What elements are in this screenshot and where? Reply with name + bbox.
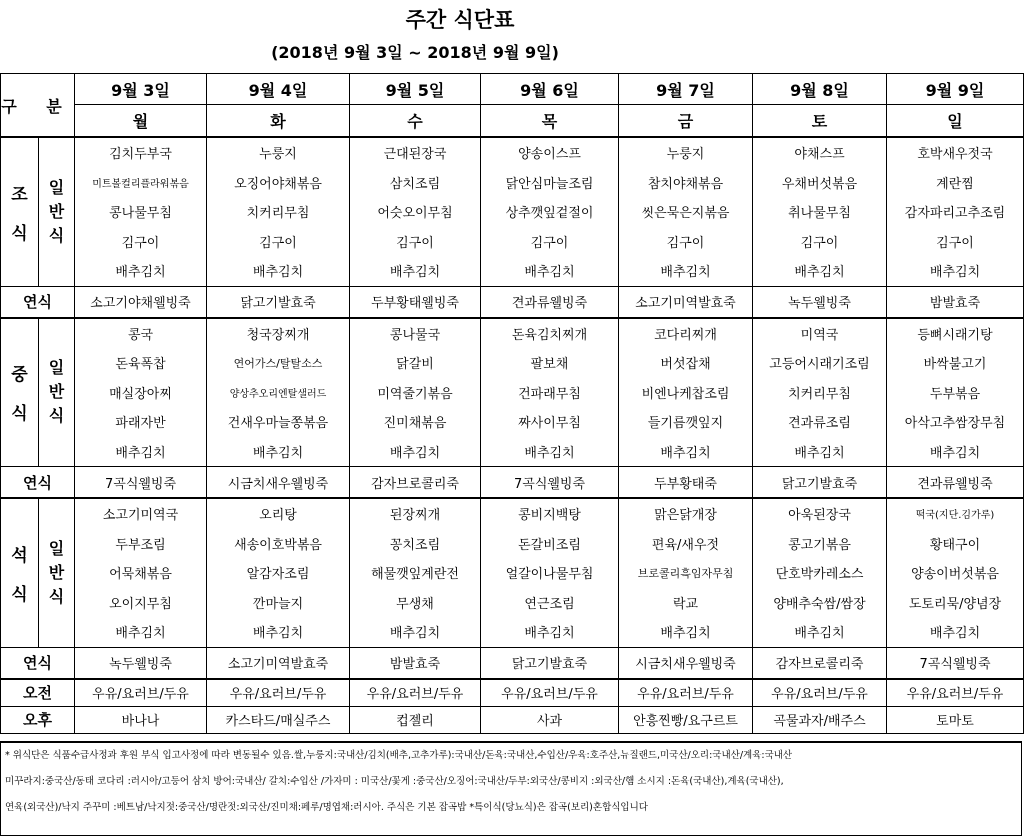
lunch-soft-item: 7곡식웰빙죽 bbox=[481, 467, 619, 499]
lunch-item: 두부볶음 bbox=[887, 378, 1024, 408]
breakfast-item: 누룽지 bbox=[619, 137, 753, 168]
pm-snack-item: 곡물과자/배주스 bbox=[753, 706, 887, 733]
breakfast-item: 배추김치 bbox=[481, 256, 619, 286]
page-title: 주간 식단표 bbox=[405, 8, 515, 32]
breakfast-soft-item: 소고기야채웰빙죽 bbox=[75, 286, 207, 318]
lunch-item: 바싹불고기 bbox=[887, 348, 1024, 378]
breakfast-label: 조 식 bbox=[1, 137, 39, 286]
breakfast-item: 양송이스프 bbox=[481, 137, 619, 168]
pm-snack-label: 오후 bbox=[1, 706, 75, 733]
dinner-item: 배추김치 bbox=[481, 617, 619, 647]
lunch-soft-item: 7곡식웰빙죽 bbox=[75, 467, 207, 499]
lunch-soft-item: 감자브로콜리죽 bbox=[350, 467, 481, 499]
breakfast-item: 배추김치 bbox=[207, 256, 350, 286]
pm-snack-item: 안흥찐빵/요구르트 bbox=[619, 706, 753, 733]
lunch-item: 콩나물국 bbox=[350, 318, 481, 349]
dinner-item: 콩비지백탕 bbox=[481, 498, 619, 529]
dinner-item: 배추김치 bbox=[753, 617, 887, 647]
lunch-label: 중 식 bbox=[1, 318, 39, 467]
breakfast-item: 취나물무침 bbox=[753, 197, 887, 227]
dinner-item: 편육/새우젓 bbox=[619, 529, 753, 559]
header-day: 목 bbox=[481, 105, 619, 138]
dinner-item: 해물깻잎계란전 bbox=[350, 558, 481, 588]
lunch-item: 짜사이무침 bbox=[481, 407, 619, 437]
lunch-item: 등뼈시래기탕 bbox=[887, 318, 1024, 349]
dinner-item: 맑은닭개장 bbox=[619, 498, 753, 529]
lunch-item: 아삭고추쌈장무침 bbox=[887, 407, 1024, 437]
header-date: 9월 7일 bbox=[619, 74, 753, 105]
dinner-item: 떡국(지단.김가루) bbox=[887, 498, 1024, 529]
lunch-item: 매실장아찌 bbox=[75, 378, 207, 408]
dinner-soft-item: 녹두웰빙죽 bbox=[75, 647, 207, 679]
dinner-item: 새송이호박볶음 bbox=[207, 529, 350, 559]
lunch-item: 돈육김치찌개 bbox=[481, 318, 619, 349]
header-date: 9월 6일 bbox=[481, 74, 619, 105]
lunch-item: 콩국 bbox=[75, 318, 207, 349]
dinner-item: 된장찌개 bbox=[350, 498, 481, 529]
dinner-item: 얼갈이나물무침 bbox=[481, 558, 619, 588]
lunch-item: 파래자반 bbox=[75, 407, 207, 437]
dinner-item: 깐마늘지 bbox=[207, 588, 350, 618]
breakfast-soft-item: 견과류웰빙죽 bbox=[481, 286, 619, 318]
breakfast-item: 배추김치 bbox=[887, 256, 1024, 286]
dinner-item: 콩고기볶음 bbox=[753, 529, 887, 559]
breakfast-item: 미트볼컬리플라워볶음 bbox=[75, 168, 207, 198]
lunch-item: 배추김치 bbox=[753, 437, 887, 467]
lunch-item: 비엔나케찹조림 bbox=[619, 378, 753, 408]
lunch-soft-item: 시금치새우웰빙죽 bbox=[207, 467, 350, 499]
dinner-item: 도토리묵/양념장 bbox=[887, 588, 1024, 618]
dinner-item: 꽁치조림 bbox=[350, 529, 481, 559]
dinner-soft-item: 소고기미역발효죽 bbox=[207, 647, 350, 679]
header-date: 9월 9일 bbox=[887, 74, 1024, 105]
lunch-soft-item: 두부황태죽 bbox=[619, 467, 753, 499]
header-date: 9월 8일 bbox=[753, 74, 887, 105]
breakfast-item: 배추김치 bbox=[753, 256, 887, 286]
pm-snack-item: 바나나 bbox=[75, 706, 207, 733]
breakfast-item: 치커리무침 bbox=[207, 197, 350, 227]
lunch-item: 미역줄기볶음 bbox=[350, 378, 481, 408]
breakfast-item: 어슷오이무침 bbox=[350, 197, 481, 227]
lunch-item: 배추김치 bbox=[75, 437, 207, 467]
breakfast-soft-item: 두부황태웰빙죽 bbox=[350, 286, 481, 318]
pm-snack-item: 사과 bbox=[481, 706, 619, 733]
lunch-item: 건파래무침 bbox=[481, 378, 619, 408]
lunch-item: 코다리찌개 bbox=[619, 318, 753, 349]
breakfast-item: 상추깻잎겉절이 bbox=[481, 197, 619, 227]
dinner-soft-item: 7곡식웰빙죽 bbox=[887, 647, 1024, 679]
lunch-soft-item: 닭고기발효죽 bbox=[753, 467, 887, 499]
dinner-item: 연근조림 bbox=[481, 588, 619, 618]
dinner-item: 황태구이 bbox=[887, 529, 1024, 559]
notes bbox=[0, 741, 1022, 836]
pm-snack-item: 토마토 bbox=[887, 706, 1024, 733]
am-snack-item: 우유/요러브/두유 bbox=[619, 679, 753, 707]
dinner-soft-item: 시금치새우웰빙죽 bbox=[619, 647, 753, 679]
breakfast-item: 김구이 bbox=[75, 227, 207, 257]
breakfast-item: 근대된장국 bbox=[350, 137, 481, 168]
breakfast-soft-item: 소고기미역발효죽 bbox=[619, 286, 753, 318]
menu-table bbox=[0, 73, 1024, 734]
am-snack-item: 우유/요러브/두유 bbox=[753, 679, 887, 707]
dinner-soft-item: 감자브로콜리죽 bbox=[753, 647, 887, 679]
dinner-item: 오리탕 bbox=[207, 498, 350, 529]
lunch-item: 배추김치 bbox=[207, 437, 350, 467]
header-day: 토 bbox=[753, 105, 887, 138]
lunch-item: 배추김치 bbox=[350, 437, 481, 467]
lunch-item: 배추김치 bbox=[619, 437, 753, 467]
header-day: 수 bbox=[350, 105, 481, 138]
soft-diet-label: 연식 bbox=[1, 467, 75, 499]
breakfast-item: 김구이 bbox=[207, 227, 350, 257]
lunch-item: 고등어시래기조림 bbox=[753, 348, 887, 378]
header-date: 9월 5일 bbox=[350, 74, 481, 105]
header-date: 9월 3일 bbox=[75, 74, 207, 105]
header-gubun: 구 분 bbox=[1, 74, 75, 138]
dinner-item: 락교 bbox=[619, 588, 753, 618]
lunch-item: 배추김치 bbox=[887, 437, 1024, 467]
dinner-item: 오이지무침 bbox=[75, 588, 207, 618]
am-snack-item: 우유/요러브/두유 bbox=[75, 679, 207, 707]
breakfast-item: 닭안심마늘조림 bbox=[481, 168, 619, 198]
dinner-label: 석 식 bbox=[1, 498, 39, 647]
dinner-item: 배추김치 bbox=[207, 617, 350, 647]
pm-snack-item: 카스타드/매실주스 bbox=[207, 706, 350, 733]
breakfast-item: 감자파리고추조림 bbox=[887, 197, 1024, 227]
am-snack-label: 오전 bbox=[1, 679, 75, 707]
breakfast-item: 콩나물무침 bbox=[75, 197, 207, 227]
general-diet-label: 일 반 식 bbox=[39, 137, 75, 286]
general-diet-label: 일 반 식 bbox=[39, 318, 75, 467]
breakfast-item: 참치야채볶음 bbox=[619, 168, 753, 198]
am-snack-item: 우유/요러브/두유 bbox=[887, 679, 1024, 707]
soft-diet-label: 연식 bbox=[1, 286, 75, 318]
header-date: 9월 4일 bbox=[207, 74, 350, 105]
note-line: 미꾸라지:중국산/동태 코다리 :러시아/고등어 삼치 방어:국내산/ 갈치:수입산 /가자미 : 미국산/꽃게 :중국산/오징어:국내산/두부:외국산/콩비지 :외국산/햄 소시지 :돈육(국내산),계육(국내산), bbox=[5, 776, 784, 787]
breakfast-item: 김구이 bbox=[619, 227, 753, 257]
note-line: * 위식단은 식품수급사정과 후원 부식 입고사정에 따라 변동될수 있음.쌀,누룽지:국내산/김치(배추,고추가루):국내산/돈육:국내산,수입산/우육:호주산,뉴질랜드,미국산/오리:국내산/계육:국내산 bbox=[5, 750, 793, 761]
am-snack-item: 우유/요러브/두유 bbox=[207, 679, 350, 707]
dinner-item: 돈갈비조림 bbox=[481, 529, 619, 559]
breakfast-item: 오징어야채볶음 bbox=[207, 168, 350, 198]
breakfast-item: 배추김치 bbox=[350, 256, 481, 286]
dinner-item: 알감자조림 bbox=[207, 558, 350, 588]
lunch-item: 돈육폭찹 bbox=[75, 348, 207, 378]
lunch-item: 미역국 bbox=[753, 318, 887, 349]
lunch-soft-item: 견과류웰빙죽 bbox=[887, 467, 1024, 499]
header-day: 화 bbox=[207, 105, 350, 138]
date-range: (2018년 9월 3일 ~ 2018년 9월 9일) bbox=[271, 43, 559, 62]
breakfast-item: 김구이 bbox=[887, 227, 1024, 257]
dinner-item: 배추김치 bbox=[887, 617, 1024, 647]
lunch-item: 버섯잡채 bbox=[619, 348, 753, 378]
dinner-item: 어묵채볶음 bbox=[75, 558, 207, 588]
lunch-item: 진미채볶음 bbox=[350, 407, 481, 437]
header-day: 월 bbox=[75, 105, 207, 138]
breakfast-item: 야채스프 bbox=[753, 137, 887, 168]
breakfast-item: 김구이 bbox=[753, 227, 887, 257]
breakfast-item: 삼치조림 bbox=[350, 168, 481, 198]
breakfast-item: 씻은묵은지볶음 bbox=[619, 197, 753, 227]
breakfast-item: 김구이 bbox=[481, 227, 619, 257]
breakfast-item: 김치두부국 bbox=[75, 137, 207, 168]
breakfast-soft-item: 밤발효죽 bbox=[887, 286, 1024, 318]
note-line: 연육(외국산)/낙지 주꾸미 :베트남/낙지젓:중국산/명란젓:외국산/진미채:페루/명엽채:러시아. 주식은 기본 잡곡밥 *특이식(당뇨식)은 잡곡(보리)혼합식입니다 bbox=[5, 802, 648, 813]
dinner-soft-item: 닭고기발효죽 bbox=[481, 647, 619, 679]
lunch-item: 연어가스/탈탈소스 bbox=[207, 348, 350, 378]
lunch-item: 배추김치 bbox=[481, 437, 619, 467]
dinner-soft-item: 밤발효죽 bbox=[350, 647, 481, 679]
lunch-item: 들기름깻잎지 bbox=[619, 407, 753, 437]
breakfast-item: 호박새우젓국 bbox=[887, 137, 1024, 168]
am-snack-item: 우유/요러브/두유 bbox=[481, 679, 619, 707]
dinner-item: 브로콜리흑임자무침 bbox=[619, 558, 753, 588]
dinner-item: 배추김치 bbox=[350, 617, 481, 647]
breakfast-item: 김구이 bbox=[350, 227, 481, 257]
breakfast-soft-item: 녹두웰빙죽 bbox=[753, 286, 887, 318]
header-day: 일 bbox=[887, 105, 1024, 138]
am-snack-item: 우유/요러브/두유 bbox=[350, 679, 481, 707]
lunch-item: 청국장찌개 bbox=[207, 318, 350, 349]
dinner-item: 양배추숙쌈/쌈장 bbox=[753, 588, 887, 618]
dinner-item: 배추김치 bbox=[619, 617, 753, 647]
dinner-item: 소고기미역국 bbox=[75, 498, 207, 529]
lunch-item: 양상추오리엔탈샐러드 bbox=[207, 378, 350, 408]
lunch-item: 팔보채 bbox=[481, 348, 619, 378]
breakfast-item: 계란찜 bbox=[887, 168, 1024, 198]
lunch-item: 치커리무침 bbox=[753, 378, 887, 408]
breakfast-item: 누룽지 bbox=[207, 137, 350, 168]
lunch-item: 건새우마늘쫑볶음 bbox=[207, 407, 350, 437]
breakfast-item: 배추김치 bbox=[75, 256, 207, 286]
pm-snack-item: 컵젤리 bbox=[350, 706, 481, 733]
breakfast-item: 배추김치 bbox=[619, 256, 753, 286]
dinner-item: 양송이버섯볶음 bbox=[887, 558, 1024, 588]
general-diet-label: 일 반 식 bbox=[39, 498, 75, 647]
breakfast-item: 우채버섯볶음 bbox=[753, 168, 887, 198]
dinner-item: 단호박카레소스 bbox=[753, 558, 887, 588]
dinner-item: 무생채 bbox=[350, 588, 481, 618]
soft-diet-label: 연식 bbox=[1, 647, 75, 679]
dinner-item: 아욱된장국 bbox=[753, 498, 887, 529]
dinner-item: 두부조림 bbox=[75, 529, 207, 559]
breakfast-soft-item: 닭고기발효죽 bbox=[207, 286, 350, 318]
header-day: 금 bbox=[619, 105, 753, 138]
lunch-item: 닭갈비 bbox=[350, 348, 481, 378]
lunch-item: 견과류조림 bbox=[753, 407, 887, 437]
dinner-item: 배추김치 bbox=[75, 617, 207, 647]
